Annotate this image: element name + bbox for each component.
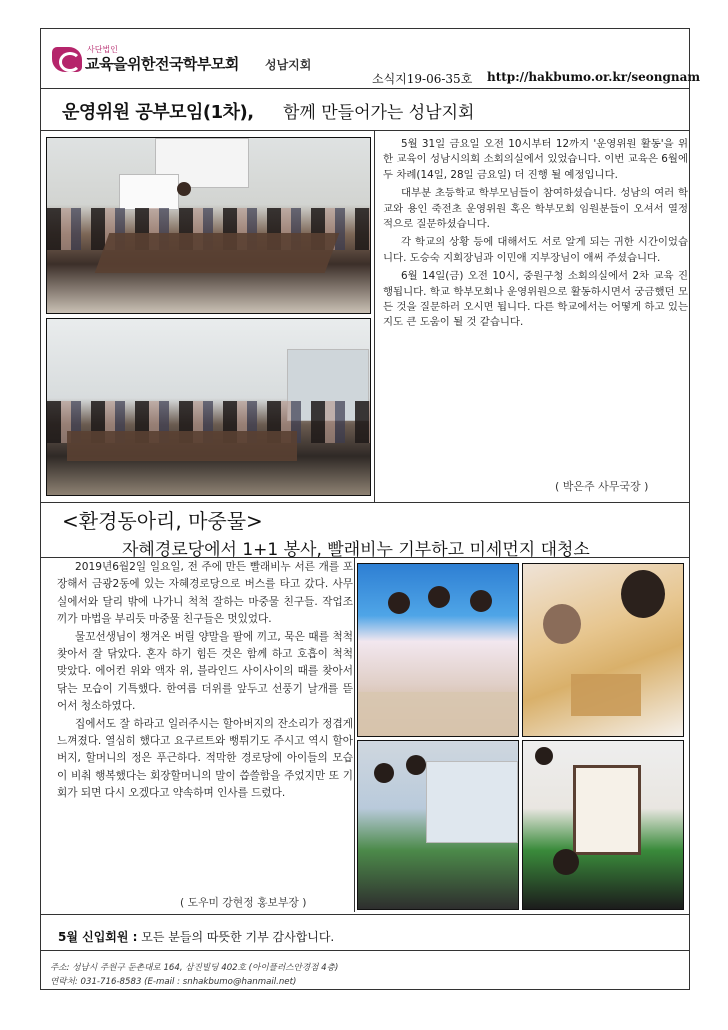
section2-paragraph: 물꼬선생님이 챙겨온 버릴 양말을 팔에 끼고, 묵은 때를 척척 찾아서 잘 닦았다. 혼자 하기 힘든 것은 함께 하고 호흡이 척척 맞았다. 에어컨 위와 액자 위, 블라인드 사이사이의 때를 찾아서 닦는 모습이 기특했다. 한여름 더위를 앞두고 선풍기 날개를 뜯어서 청소하였다. [57,630,353,713]
section2-subtitle: 자혜경로당에서 1+1 봉사, 빨래비누 기부하고 미세먼지 대청소 [122,540,590,560]
section1-bottom-divider [40,502,690,503]
section2-body [57,559,353,803]
section2-bottom-divider [40,914,690,915]
donation-photo [522,563,684,737]
website-link[interactable]: http://hakbumo.or.kr/seongnam [487,70,701,84]
section2-column-divider [354,557,355,912]
section2-paragraph: 2019년6월2일 일요일, 전 주에 만든 빨래비누 서른 개를 포장해서 금광2동에 있는 자혜경로당으로 버스를 타고 갔다. 사무실에서와 달리 밖에 나가니 척척 잘하는 마중물 친구들. 작업조끼가 마법을 부리듯 마중물 친구들은 멋있었다. [57,561,353,626]
soap-packing-photo [357,563,519,737]
section1-paragraph: 5월 31일 금요일 오전 10시부터 12까지 '운영위원 활동'을 위한 교육이 성남시의회 소회의실에서 있었습니다. 이번 교육은 6월에 두 차례(14일, 28일 금요일) 더 진행 될 예정입니다. [383,138,688,181]
window-cleaning-photo [357,740,519,910]
header-divider [40,88,690,89]
section2-title: <환경동아리, 마중물> [62,509,263,533]
section1-column-divider [374,130,375,502]
org-name: 교육을위한전국학부모회 [85,55,239,73]
frame-cleaning-photo [522,740,684,910]
section1-title-divider [40,130,690,131]
new-members-notice [58,928,334,945]
new-members-text: 모든 분들의 따뜻한 기부 감사합니다. [141,930,335,944]
section1-title: 운영위원 공부모임(1차), [62,102,254,123]
section1-paragraph: 각 학교의 상황 등에 대해서도 서로 알게 되는 귀한 시간이었습니다. 도승숙 지회장님과 이민애 지부장님이 애써 주셨습니다. [383,236,688,264]
organization-logo-icon [52,47,82,72]
section2-author: ( 도우미 강현정 홍보부장 ) [180,896,307,909]
section1-subtitle: 함께 만들어가는 성남지회 [283,103,475,123]
footer-address: 주소: 성남시 주원구 둔촌대로 164, 삼진빌딩 402호 (아이플러스안경점 4층) [50,963,339,973]
footer-divider [40,950,690,951]
section1-body [383,137,688,334]
meeting-photo-2 [46,318,371,496]
org-prefix: 사단법인 [87,45,118,54]
branch-name: 성남지회 [265,58,312,72]
new-members-label: 5월 신입회원 : [58,930,138,944]
issue-number: 소식지19-06-35호 [372,72,473,86]
section1-paragraph: 대부분 초등학교 학부모님들이 참여하셨습니다. 성남의 여러 학교와 용인 죽전초 운영위원 혹은 학부모회 임원분들이 오셔서 열정적으로 질문하셨습니다. [383,187,688,231]
section2-paragraph: 집에서도 잘 하라고 일러주시는 할아버지의 잔소리가 정겹게 느껴졌다. 열심히 했다고 요구르트와 뻥튀기도 주시고 역시 할아버지, 할머니의 정은 푸근하다. 적막한 경로당에 아이들의 모습이 비춰 행복했다는 회장할머니의 말이 씁쓸함을 주었지만 또 기회가 되면 다시 오겠다고 약속하며 인사를 드렸다. [57,717,353,800]
section1-author: ( 박은주 사무국장 ) [555,480,649,493]
meeting-photo-1 [46,137,371,314]
footer-contact: 연락처: 031-716-8583 (E-mail : snhakbumo@hanmail.net) [50,977,297,987]
section1-paragraph: 6월 14일(금) 오전 10시, 중원구청 소회의실에서 2차 교육 진행됩니다. 학교 학부모회나 운영위원으로 활동하시면서 궁금했던 모든 것을 질문하러 오시면 됩니다. 다른 학교에서는 어떻게 하고 있는지도 큰 도움이 될 것 같습니다. [383,270,688,329]
section2-title-divider [40,557,690,558]
